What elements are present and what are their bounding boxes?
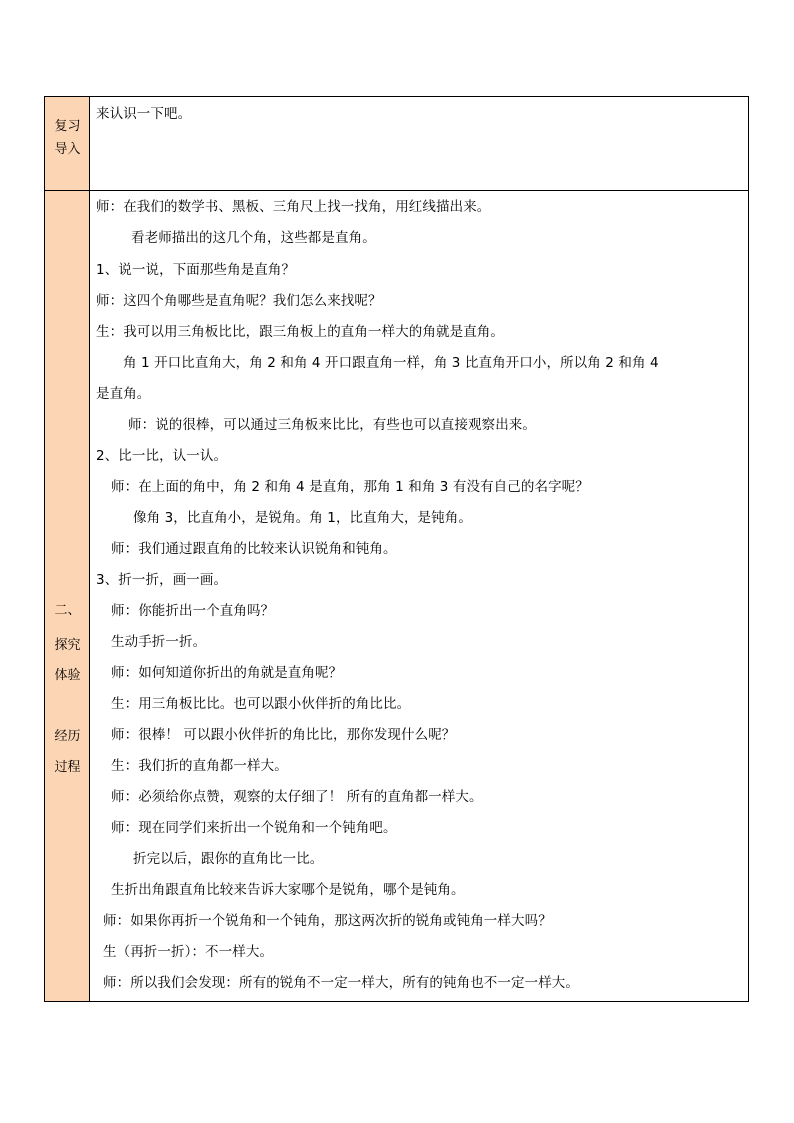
- text-line: 看老师描出的这几个角，这些都是直角。: [131, 230, 376, 246]
- review-intro-content: [90, 97, 748, 190]
- text-line: 生动手折一折。: [111, 634, 207, 650]
- text-line: 折完以后，跟你的直角比一比。: [133, 851, 324, 867]
- text-line: 1、说一说，下面那些角是直角？: [96, 262, 296, 278]
- text-line: 师：很棒！ 可以跟小伙伴折的角比比，那你发现什么呢？: [111, 727, 456, 743]
- text-line: 角 1 开口比直角大，角 2 和角 4 开口跟直角一样，角 3 比直角开口小，所以角 2 和角 4: [123, 355, 659, 371]
- text-line: 生：我们折的直角都一样大。: [111, 758, 288, 774]
- explore-label-2: 探究: [54, 638, 81, 653]
- text-line: 师：说的很棒，可以通过三角板来比比，有些也可以直接观察出来。: [128, 417, 536, 433]
- text-line: 是直角。: [96, 386, 151, 402]
- explore-label-cell: [45, 191, 90, 1001]
- review-intro-label-cell: [45, 97, 90, 190]
- explore-label-1: 二、: [54, 603, 81, 618]
- text-line: 生：我可以用三角板比比，跟三角板上的直角一样大的角就是直角。: [96, 324, 504, 340]
- review-text: 来认识一下吧。: [96, 106, 192, 122]
- lesson-table: [44, 96, 749, 1002]
- explore-content: [90, 191, 748, 1001]
- text-line: 生（再折一折）：不一样大。: [103, 944, 274, 960]
- text-line: 师：现在同学们来折出一个锐角和一个钝角吧。: [111, 820, 397, 836]
- explore-label-4: 经历: [54, 729, 81, 744]
- text-line: 像角 3，比直角小，是锐角。角 1，比直角大，是钝角。: [133, 510, 472, 526]
- text-line: 3、折一折，画一画。: [96, 572, 228, 588]
- text-line: 师：如何知道你折出的角就是直角呢？: [111, 665, 343, 681]
- explore-row: [45, 191, 748, 1001]
- explore-label-5: 过程: [54, 760, 81, 775]
- text-line: 师：所以我们会发现：所有的锐角不一定一样大，所有的钝角也不一定一样大。: [103, 975, 579, 991]
- review-label-line1: 复习: [54, 119, 81, 134]
- text-line: 师：必须给你点赞，观察的太仔细了！ 所有的直角都一样大。: [111, 789, 483, 805]
- text-line: 2、比一比，认一认。: [96, 448, 228, 464]
- text-line: 师：在上面的角中，角 2 和角 4 是直角，那角 1 和角 3 有没有自己的名字呢？: [111, 479, 589, 495]
- text-line: 师：在我们的数学书、黑板、三角尺上找一找角，用红线描出来。: [96, 199, 491, 215]
- explore-label-3: 体验: [54, 668, 81, 683]
- text-line: 师：这四个角哪些是直角呢？我们怎么来找呢？: [96, 293, 382, 309]
- text-line: 生：用三角板比比。也可以跟小伙伴折的角比比。: [111, 696, 411, 712]
- text-line: 师：如果你再折一个锐角和一个钝角，那这两次折的锐角或钝角一样大吗？: [103, 913, 552, 929]
- text-line: 生折出角跟直角比较来告诉大家哪个是锐角，哪个是钝角。: [111, 882, 465, 898]
- review-intro-row: [45, 97, 748, 191]
- review-label-line2: 导入: [54, 142, 81, 157]
- text-line: 师：你能折出一个直角吗？: [111, 603, 275, 619]
- text-line: 师：我们通过跟直角的比较来认识锐角和钝角。: [111, 541, 397, 557]
